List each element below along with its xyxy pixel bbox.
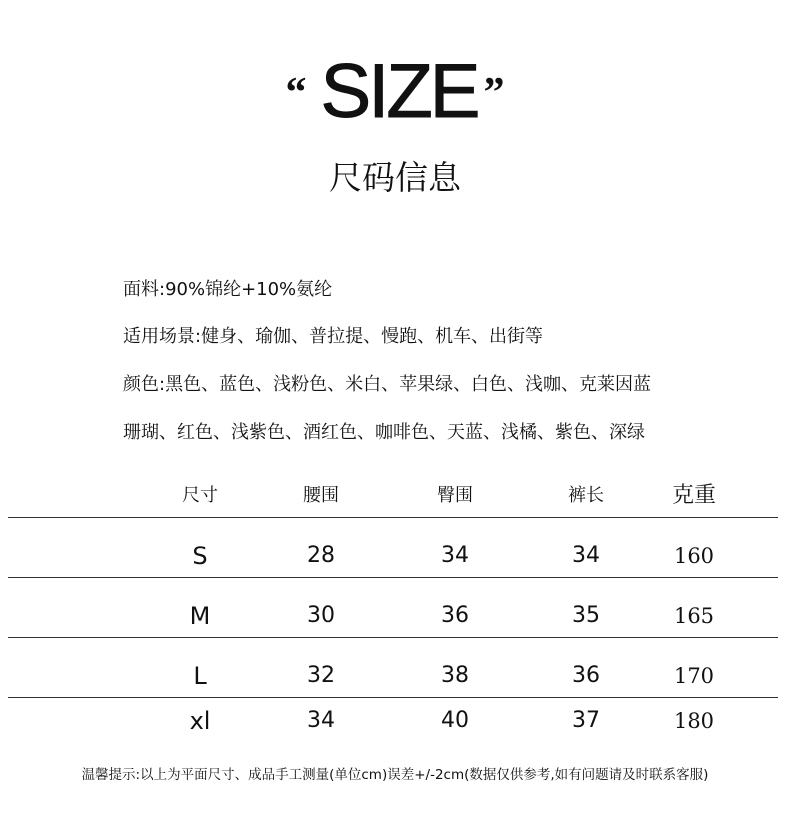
weight-cell: 180 bbox=[673, 709, 715, 733]
hip-cell: 40 bbox=[441, 708, 469, 733]
length-cell: 37 bbox=[572, 708, 600, 733]
hip-cell: 38 bbox=[441, 663, 469, 688]
scene-info: 适用场景:健身、瑜伽、普拉提、慢跑、机车、出街等 bbox=[123, 326, 544, 347]
column-header-hip: 臀围 bbox=[437, 485, 473, 506]
color-info-line2: 珊瑚、红色、浅紫色、酒红色、咖啡色、天蓝、浅橘、紫色、深绿 bbox=[123, 422, 645, 443]
title-heading bbox=[0, 49, 790, 134]
waist-cell: 32 bbox=[307, 663, 335, 688]
hip-cell: 36 bbox=[441, 603, 469, 628]
weight-cell: 165 bbox=[673, 604, 715, 628]
waist-cell: 30 bbox=[307, 603, 335, 628]
table-header-row bbox=[8, 480, 778, 518]
page-subtitle: 尺码信息 bbox=[329, 158, 461, 197]
open-quote: “ bbox=[285, 70, 307, 116]
weight-cell: 170 bbox=[673, 664, 715, 688]
length-cell: 35 bbox=[572, 603, 600, 628]
column-header-length: 裤长 bbox=[568, 485, 604, 506]
size-cell: M bbox=[189, 602, 211, 630]
size-cell: S bbox=[192, 542, 208, 570]
fabric-info: 面料:90%锦纶+10%氨纶 bbox=[123, 279, 333, 300]
waist-cell: 34 bbox=[307, 708, 335, 733]
column-header-waist: 腰围 bbox=[303, 485, 339, 506]
size-cell: xl bbox=[189, 707, 211, 735]
footer-note: 温馨提示:以上为平面尺寸、成品手工测量(单位cm)误差+/-2cm(数据仅供参考,如有问题请及时联系客服) bbox=[81, 767, 709, 783]
color-info-line1: 颜色:黑色、蓝色、浅粉色、米白、苹果绿、白色、浅咖、克莱因蓝 bbox=[123, 374, 652, 395]
close-quote: ” bbox=[483, 70, 505, 116]
size-cell: L bbox=[193, 662, 207, 690]
table-row bbox=[8, 638, 778, 698]
length-cell: 34 bbox=[572, 543, 600, 568]
waist-cell: 28 bbox=[307, 543, 335, 568]
hip-cell: 34 bbox=[441, 543, 469, 568]
column-header-size: 尺寸 bbox=[182, 485, 218, 506]
weight-cell: 160 bbox=[673, 544, 715, 568]
table-row bbox=[8, 698, 778, 743]
column-header-weight: 克重 bbox=[671, 483, 716, 508]
size-table bbox=[8, 480, 778, 743]
table-row bbox=[8, 578, 778, 638]
length-cell: 36 bbox=[572, 663, 600, 688]
page-title: SIZE bbox=[320, 49, 478, 134]
table-row bbox=[8, 518, 778, 578]
